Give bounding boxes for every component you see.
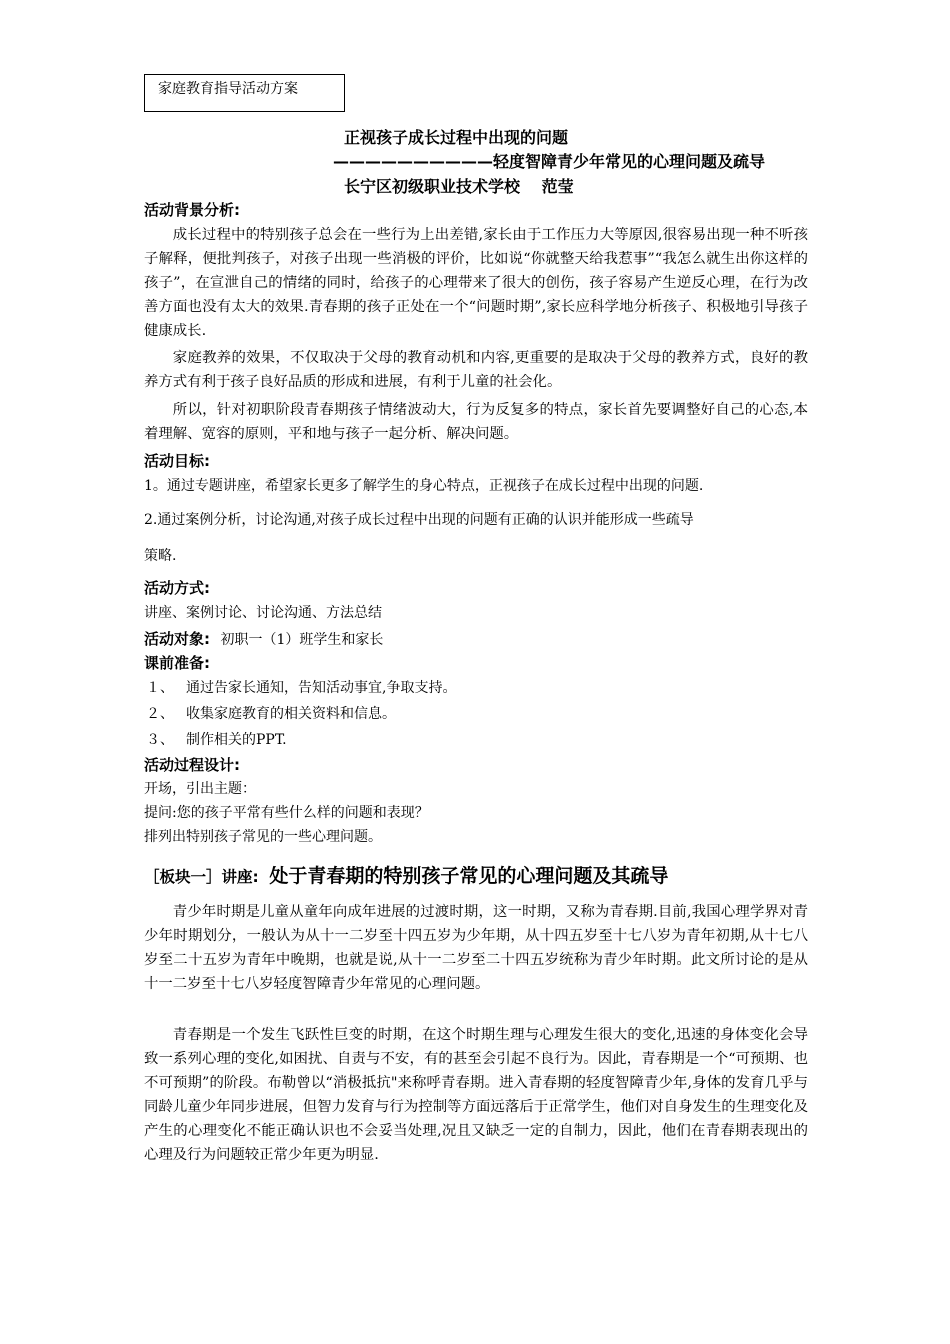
background-paragraph: 所以，针对初职阶段青春期孩子情绪波动大，行为反复多的特点，家长首先要调整好自己的心态,本着理解、宽容的原则，平和地与孩子一起分析、解决问题。 (144, 402, 808, 442)
prep-item (146, 703, 396, 725)
prep-item-text: 通过告家长通知，告知活动事宜,争取支持。 (186, 680, 457, 696)
method-text: 讲座、案例讨论、讨论沟通、方法总结 (144, 605, 382, 621)
process-line: 开场，引出主题： (144, 781, 256, 797)
process-heading: 活动过程设计: (144, 756, 240, 774)
prep-item (146, 729, 287, 751)
page-subtitle: ——————————轻度智障青少年常见的心理问题及疏导 (333, 152, 766, 171)
prep-item-text: 收集家庭教育的相关资料和信息。 (186, 706, 396, 722)
prep-heading: 课前准备: (144, 654, 210, 672)
method-heading: 活动方式: (144, 579, 210, 597)
goal-item: 1。通过专题讲座，希望家长更多了解学生的身心特点，正视孩子在成长过程中出现的问题. (144, 478, 704, 494)
doc-label-box (144, 74, 345, 112)
background-paragraph: 家庭教养的效果，不仅取决于父母的教育动机和内容,更重要的是取决于父母的教养方式，良好的教养方式有利于孩子良好品质的形成和进展，有利于儿童的社会化。 (144, 350, 808, 390)
target-heading: 活动对象: (144, 630, 210, 648)
section1-paragraph: 青春期是一个发生飞跃性巨变的时期，在这个时期生理与心理发生很大的变化,迅速的身体变化会导致一系列心理的变化,如困扰、自责与不安，有的甚至会引起不良行为。因此，青春期是一个“可预期、也不可预期”的阶段。布勒曾以“消极抵抗"来称呼青春期。进入青春期的轻度智障青少年,身体的发育几乎与同龄儿童少年同步进展，但智力发育与行为控制等方面远落后于正常学生，他们对自身发生的生理变化及产生的心理变化不能正确认识也不会妥当处理,况且又缺乏一定的自制力，因此，他们在青春期表现出的心理及行为问题较正常少年更为明显. (144, 1027, 808, 1163)
target-line (144, 628, 383, 651)
background-heading: 活动背景分析: (144, 201, 240, 219)
prep-item-number: １、 (146, 680, 174, 696)
prep-item-number: ２、 (146, 706, 174, 722)
prep-item (146, 677, 456, 699)
section1-label: ［板块一］讲座: (144, 868, 259, 886)
target-text: 初职一（1）班学生和家长 (220, 632, 384, 648)
goal-item: 2.通过案例分析，讨论沟通,对孩子成长过程中出现的问题有正确的认识并能形成一些疏导 (144, 512, 694, 528)
process-line: 排列出特别孩子常见的一些心理问题。 (144, 829, 382, 845)
background-paragraph: 成长过程中的特别孩子总会在一些行为上出差错,家长由于工作压力大等原因,很容易出现一种不听孩子解释，便批判孩子，对孩子出现一些消极的评价，比如说“你就整天给我惹事”“我怎么就生出你这样的孩子”，在宣泄自己的情绪的同时，给孩子的心理带来了很大的创伤，孩子容易产生逆反心理，在行为改善方面也没有太大的效果.青春期的孩子正处在一个“问题时期”,家长应科学地分析孩子、积极地引导孩子健康成长. (144, 227, 808, 339)
goal-item-continued: 策略. (144, 548, 177, 564)
section1-heading (144, 862, 668, 891)
process-line: 提问:您的孩子平常有些什么样的问题和表现？ (144, 805, 429, 821)
section1-paragraph: 青少年时期是儿童从童年向成年进展的过渡时期，这一时期，又称为青春期.目前,我国心理学界对青少年时期划分，一般认为从十一二岁至十四五岁为少年期，从十四五岁至十七八岁为青年初期,从十七八岁至二十五岁为青年中晚期，也就是说,从十一二岁至二十四五岁统称为青少年时期。此文所讨论的是从十一二岁至十七八岁轻度智障青少年常见的心理问题。 (144, 904, 808, 992)
doc-label: 家庭教育指导活动方案 (158, 81, 298, 97)
prep-item-text: 制作相关的PPT. (186, 732, 287, 748)
page-title: 正视孩子成长过程中出现的问题 (344, 128, 569, 147)
goals-heading: 活动目标: (144, 452, 210, 470)
section1-title: 处于青春期的特别孩子常见的心理问题及其疏导 (269, 865, 669, 887)
prep-item-number: ３、 (146, 732, 174, 748)
author-line: 长宁区初级职业技术学校 范莹 (344, 177, 574, 196)
